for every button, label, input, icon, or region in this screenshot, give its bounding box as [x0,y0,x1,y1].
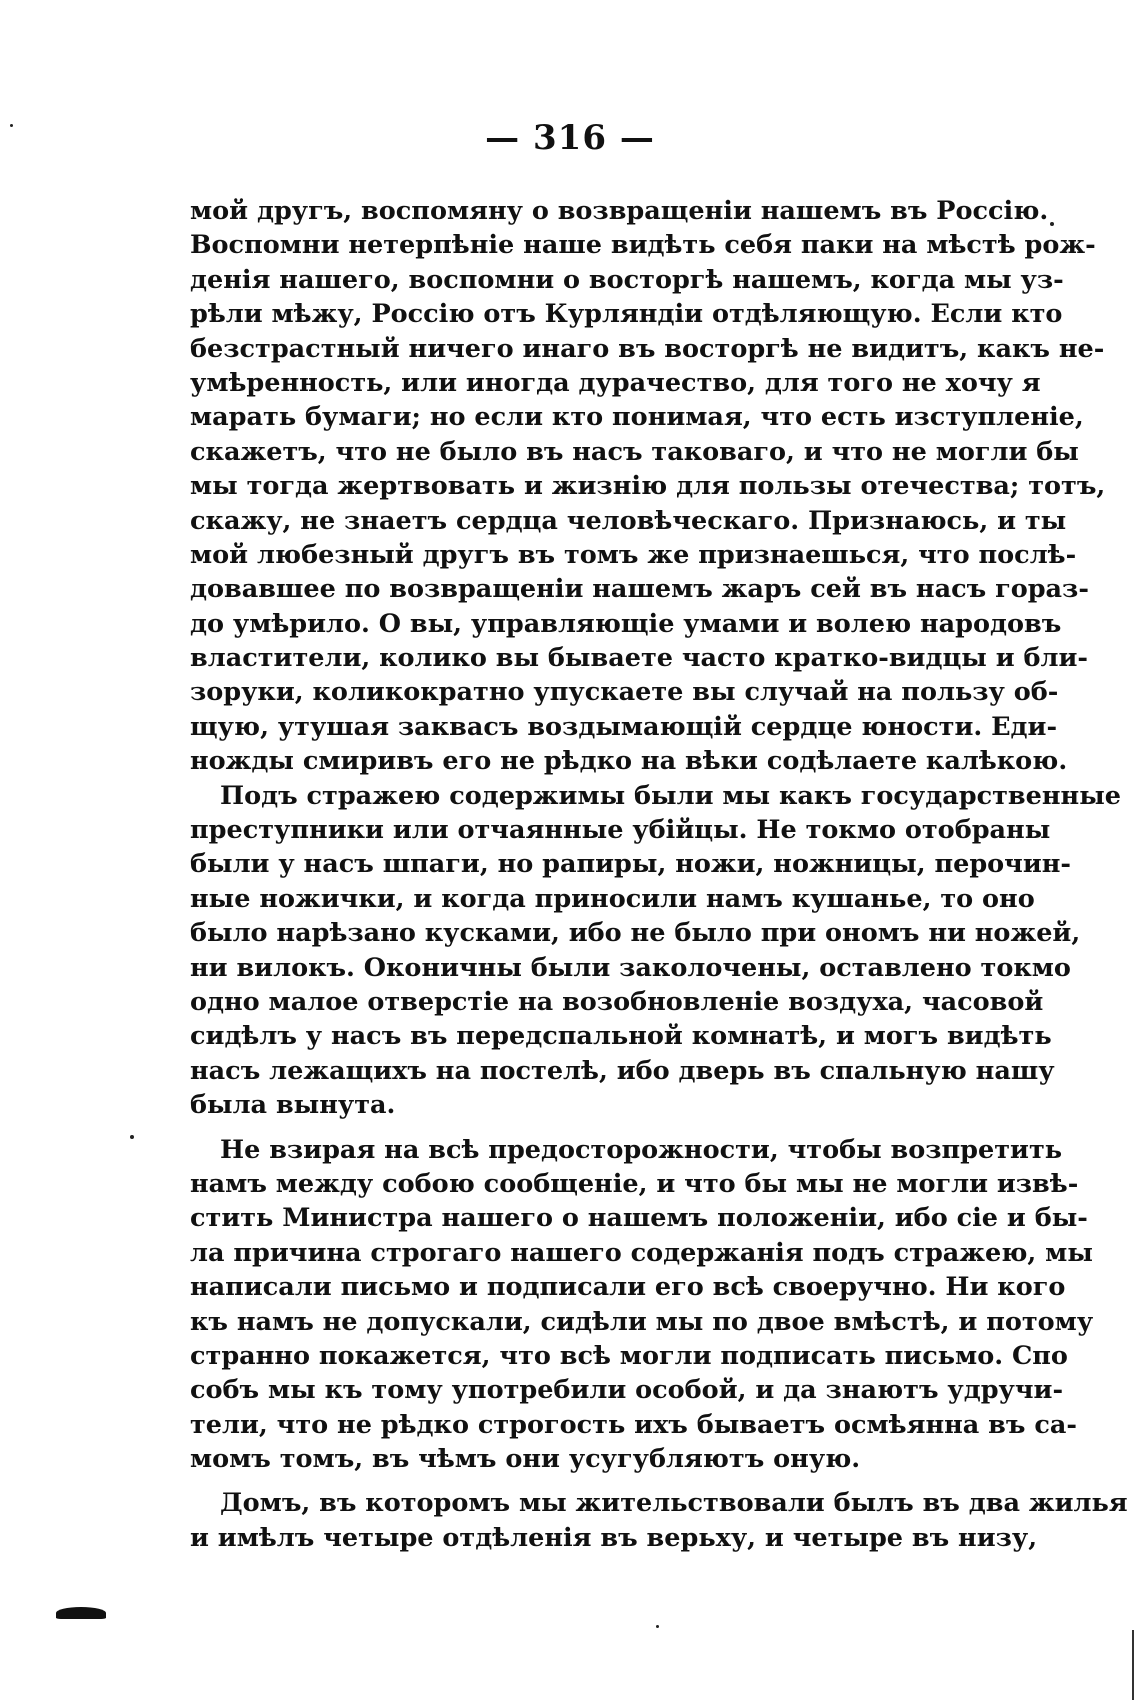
text-line: написали письмо и подписали его всѣ своеручно. Ни кого [190,1272,1066,1303]
text-line: Подъ стражею содержимы были мы какъ государственные [220,780,1121,811]
text-line: были у насъ шпаги, но рапиры, ножи, ножницы, перочин- [190,849,1072,880]
text-line: Домъ, въ которомъ мы жительствовали былъ въ два жилья [220,1488,1128,1519]
page-number: — 316 — [485,118,655,158]
body-text [190,194,1128,1555]
text-line: одно малое отверстіе на возобновленіе воздуха, часовой [190,986,1044,1017]
text-line: ные ножички, и когда приносили намъ кушанье, то оно [190,883,1035,914]
scan-speck [656,1625,659,1628]
text-line: была вынута. [190,1090,396,1121]
text-line: ни вилокъ. Оконичны были заколочены, оставлено токмо [190,952,1071,983]
text-line: намъ между собою сообщеніе, и что бы мы не могли извѣ- [190,1168,1079,1199]
paragraph-4 [190,1486,1128,1555]
text-line: умѣренность, или иногда дурачество, для того не хочу я [190,367,1041,398]
scan-speck [10,124,13,127]
text-line: марать бумаги; но если кто понимая, что есть изступленіе, [190,402,1084,433]
text-line: скажу, не знаетъ сердца человѣческаго. Признаюсь, и ты [190,505,1067,536]
scan-smudge [56,1607,106,1619]
scan-speck [1050,222,1054,226]
text-line: тели, что не рѣдко строгость ихъ бываетъ осмѣянна въ са- [190,1409,1077,1440]
text-line: Не взирая на всѣ предосторожности, чтобы возпретить [220,1134,1063,1165]
text-line: щую, утушая заквасъ воздымающій сердце юности. Еди- [190,711,1058,742]
text-line: стить Министра нашего о нашемъ положеніи, ибо сіе и бы- [190,1203,1088,1234]
page-edge-line [1132,1630,1134,1700]
paragraph-1 [190,194,1106,779]
text-line: властители, колико вы бываете часто кратко-видцы и бли- [190,643,1089,674]
text-line: ла причина строгаго нашего содержанія подъ стражею, мы [190,1237,1093,1268]
text-line: собъ мы къ тому употребили особой, и да знаютъ удручи- [190,1375,1064,1406]
text-line: зоруки, коликократно упускаете вы случай на пользу об- [190,677,1059,708]
text-line: довавшее по возвращеніи нашемъ жаръ сей въ насъ гораз- [190,574,1089,605]
text-line: къ намъ не допускали, сидѣли мы по двое вмѣстѣ, и потому [190,1306,1094,1337]
text-line: до умѣрило. О вы, управляющіе умами и волею народовъ [190,608,1062,639]
paragraph-2 [190,779,1121,1123]
text-line: рѣли мѣжу, Россію отъ Курляндіи отдѣляющую. Если кто [190,299,1063,330]
text-line: мой другъ, воспомяну о возвращеніи нашемъ въ Россію. [190,196,1049,226]
text-line: насъ лежащихъ на постелѣ, ибо дверь въ спальную нашу [190,1055,1055,1086]
scan-speck [130,1135,134,1139]
text-line: странно покажется, что всѣ могли подписать письмо. Спо [190,1340,1068,1371]
text-line: мы тогда жертвовать и жизнію для пользы отечества; тотъ, [190,471,1106,502]
text-line: преступники или отчаянные убійцы. Не токмо отобраны [190,815,1051,846]
text-line: ножды смиривъ его не рѣдко на вѣки содѣлаете калѣкою. [190,746,1068,777]
text-line: было нарѣзано кусками, ибо не было при ономъ ни ножей, [190,918,1081,949]
paragraph-3 [190,1133,1094,1477]
text-line: денія нашего, воспомни о восторгѣ нашемъ, когда мы уз- [190,264,1064,295]
text-line: Воспомни нетерпѣніе наше видѣть себя паки на мѣстѣ рож- [190,230,1096,261]
text-line: безстрастный ничего инаго въ восторгѣ не видитъ, какъ не- [190,333,1105,364]
text-line: мой любезный другъ въ томъ же признаешься, что послѣ- [190,539,1077,570]
text-line: и имѣлъ четыре отдѣленія въ верьху, и четыре въ низу, [190,1522,1038,1553]
text-line: скажетъ, что не было въ насъ таковаго, и что не могли бы [190,436,1079,467]
text-line: момъ томъ, въ чѣмъ они усугубляютъ оную. [190,1444,861,1475]
text-line: сидѣлъ у насъ въ передспальной комнатѣ, и могъ видѣть [190,1021,1052,1052]
